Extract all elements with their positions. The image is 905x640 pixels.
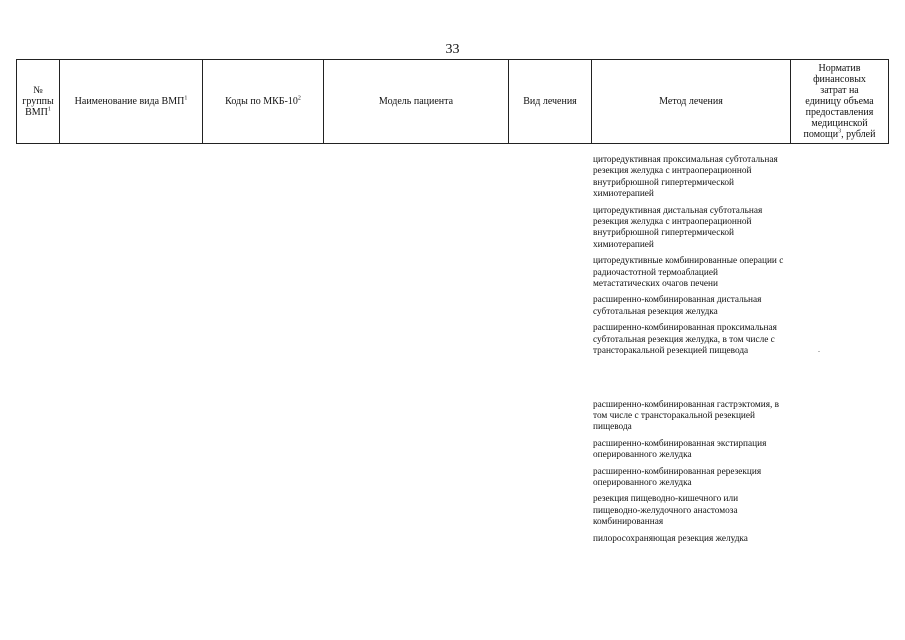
footnote-mark: 2 <box>297 95 301 102</box>
header-cost-norm <box>791 60 889 144</box>
header-name-text: Наименование вида ВМП <box>74 96 185 107</box>
list-item: расширенно-комбинированная гастрэктомия, в том числе с трансторакальной резекцией пищевода <box>593 399 780 433</box>
header-cost-norm-line7a: помощи <box>803 129 839 140</box>
list-item: циторедуктивная проксимальная субтотальная резекция желудка с интраоперационной внутрибрюшной гипертермической химиотерапией <box>593 155 778 200</box>
header-group-number <box>17 60 60 144</box>
header-cost-norm-line2: финансовых <box>813 74 866 85</box>
header-codes-text: Коды по МКБ-10 <box>225 96 298 107</box>
list-item: расширенно-комбинированная экстирпация оперированного желудка <box>593 438 767 461</box>
header-cost-norm-line4: единицу объема <box>805 96 874 107</box>
header-cost-norm-line6: медицинской <box>811 118 868 129</box>
list-item: резекция пищеводно-кишечного или пищеводно-желудочного анастомоза комбинированная <box>593 494 739 528</box>
header-codes <box>203 60 324 144</box>
header-group-number-line2: группы <box>22 96 54 107</box>
list-item: циторедуктивная дистальная субтотальная резекция желудка с интраоперационной внутрибрюшной гипертермической химиотерапией <box>593 205 763 250</box>
header-patient-model-text: Модель пациента <box>378 96 454 107</box>
footnote-mark: 3 <box>838 128 842 135</box>
footnote-mark: 1 <box>47 106 51 113</box>
header-group-number-line3: ВМП <box>25 107 48 118</box>
list-item: пилоросохраняющая резекция желудка <box>593 533 748 544</box>
list-item: расширенно-комбинированная проксимальная субтотальная резекция желудка, в том числе с трансторакальной резекцией пищевода <box>593 323 777 357</box>
list-item: циторедуктивные комбинированные операции с радиочастотной термоаблацией метастатических очагов печени <box>593 256 784 290</box>
header-treatment-method <box>592 60 791 144</box>
table-header <box>16 59 889 144</box>
header-cost-norm-line3: затрат на <box>820 85 859 96</box>
footnote-mark: 1 <box>184 95 188 102</box>
scan-artifact <box>818 351 820 352</box>
list-item: расширенно-комбинированная дистальная субтотальная резекция желудка <box>593 295 762 317</box>
treatment-methods-list <box>593 155 785 550</box>
header-patient-model <box>324 60 509 144</box>
header-cost-norm-line5: предоставления <box>805 107 874 118</box>
page-number: 33 <box>445 42 460 57</box>
header-cost-norm-line1: Норматив <box>818 63 861 74</box>
header-treatment-kind-text: Вид лечения <box>523 96 577 107</box>
header-treatment-method-text: Метод лечения <box>659 96 723 107</box>
header-name <box>60 60 203 144</box>
header-treatment-kind <box>509 60 592 144</box>
list-item: расширенно-комбинированная ререзекция оперированного желудка <box>593 466 762 488</box>
header-group-number-line1: № <box>33 85 43 96</box>
header-cost-norm-line7b: , рублей <box>841 129 876 140</box>
